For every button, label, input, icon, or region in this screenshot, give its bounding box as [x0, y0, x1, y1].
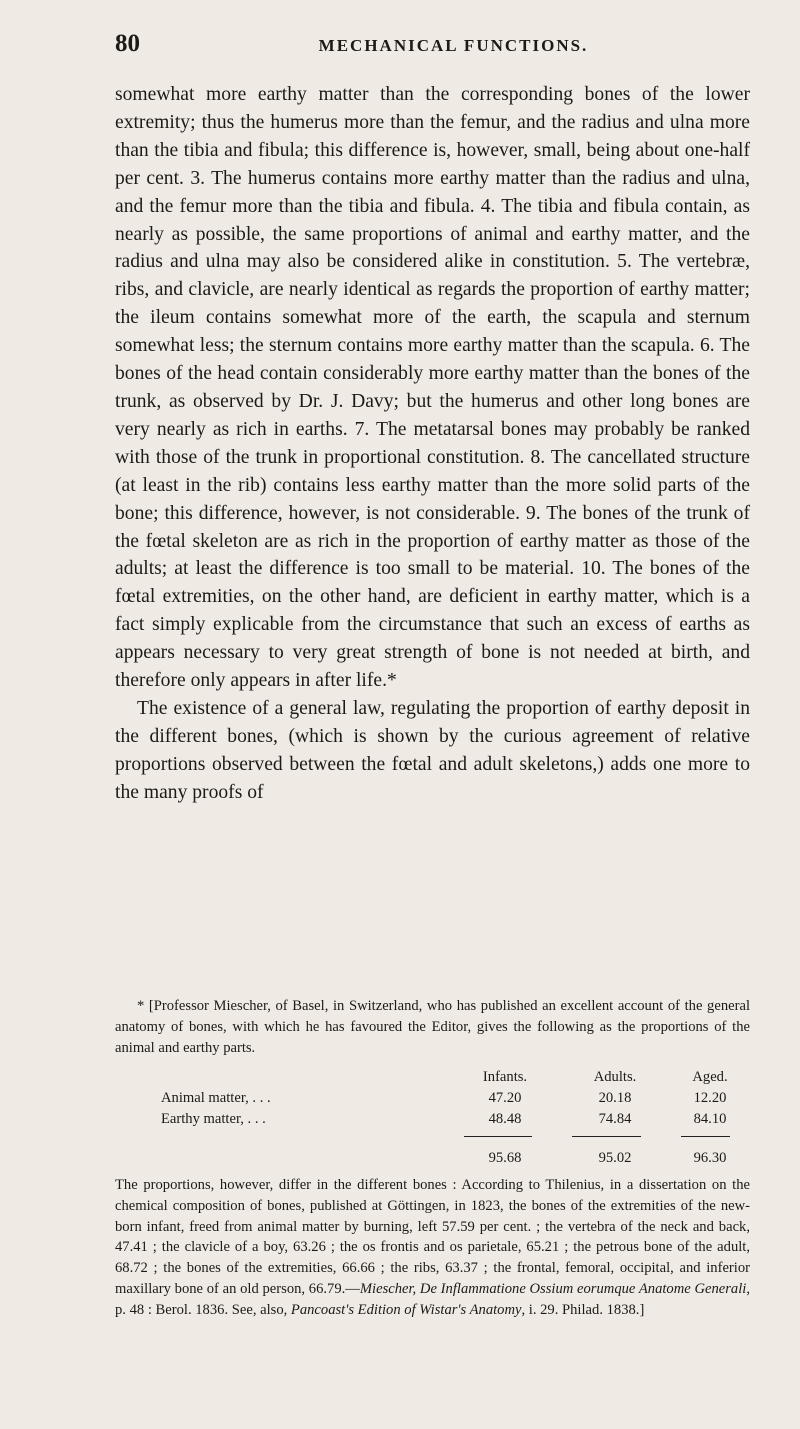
cell-animal-aged: 12.20 [693, 1089, 727, 1106]
footnote [115, 996, 750, 1321]
table-row [115, 1109, 750, 1130]
cell-earthy-aged: 84.10 [693, 1110, 727, 1127]
paragraph-1: somewhat more earthy matter than the corresponding bones of the lower extremity; thus the humerus more than the femur, and the radius and ulna more than the tibia and fibula; this difference is, however, small, being about one-half per cent. 3. The humerus contains more earthy matter than the radius and ulna, and the femur more than the tibia and fibula. 4. The tibia and fibula contain, as nearly as possible, the same proportions of animal and earthy matter, and the radius and ulna may also be considered alike in constitution. 5. The vertebræ, ribs, and clavicle, are nearly identical as regards the proportion of earthy matter; the ileum contains somewhat more of the earth, the scapula and sternum somewhat less; the sternum contains more earthy matter than the scapula. 6. The bones of the head contain considerably more earthy matter than the bones of the trunk, as observed by Dr. J. Davy; but the humerus and other long bones are very nearly as rich in earths. 7. The metatarsal bones may probably be ranked with those of the trunk in proportional constitution. 8. The cancellated structure (at least in the rib) contains less earthy matter than the more solid parts of the bone; this difference, however, is not considerable. 9. The bones of the trunk of the fœtal skeleton are as rich in the proportion of earthy matter as those of the adults; at least the difference is too small to be material. 10. The bones of the fœtal extremities, on the other hand, are deficient in earthy matter, which is a fact simply explicable from the circumstance that such an excess of earths as appears necessary to very great strength of bone is not needed at birth, and therefore only appears in after life.* [115, 84, 750, 692]
footnote-intro: * [Professor Miescher, of Basel, in Switzerland, who has published an excellent account of the general anatomy of bones, with which he has favoured the Editor, gives the following as the proportions of the animal and earthy parts. [115, 998, 750, 1056]
page-number: 80 [115, 30, 140, 57]
running-head: MECHANICAL FUNCTIONS. [318, 36, 589, 55]
table-header-adults: Adults. [593, 1068, 637, 1085]
page-header [115, 30, 732, 58]
cell-animal-infants: 47.20 [488, 1089, 522, 1106]
total-adults: 95.02 [598, 1149, 632, 1166]
footnote-continuation [115, 1175, 750, 1321]
cell-animal-adults: 20.18 [598, 1089, 632, 1106]
footnote-text-b: , p. 48 : Berol. 1836. See, also, [115, 1281, 750, 1319]
proportions-table [115, 1067, 750, 1173]
total-infants: 95.68 [488, 1149, 522, 1166]
row-label-animal: Animal matter, . . . [161, 1089, 271, 1106]
citation-pancoast: Pancoast's Edition of Wistar's Anatomy [290, 1302, 522, 1319]
table-header-aged: Aged. [692, 1068, 728, 1085]
table-totals-row [115, 1144, 750, 1173]
row-label-earthy: Earthy matter, . . . [161, 1110, 266, 1127]
total-aged: 96.30 [693, 1149, 727, 1166]
citation-miescher: Miescher, De Inflammatione Ossium eorumque Anatome Generali [359, 1281, 747, 1298]
paragraph-2: The existence of a general law, regulating the proportion of earthy deposit in the different bones, (which is shown by the curious agreement of relative proportions observed between the fœtal and adult skeletons,) adds one more to the many proofs of [115, 697, 750, 803]
cell-earthy-infants: 48.48 [488, 1110, 522, 1127]
footnote-text-a: The proportions, however, differ in the different bones : According to Thilenius, in a dissertation on the chemical composition of bones, published at Göttingen, in 1823, the bones of the extremities of the new-born infant, freed from animal matter by burning, left 57.59 per cent. ; the vertebra of the neck and back, 47.41 ; the clavicle of a boy, 63.26 ; the os frontis and os parietale, 65.21 ; the petrous bone of the adult, 68.72 ; the bones of the extremities, 66.66 ; the ribs, 63.37 ; the frontal, femoral, occipital, and inferior maxillary bone of an old person, 66.79.— [115, 1176, 750, 1298]
body-text [115, 81, 750, 807]
sum-rule [115, 1130, 750, 1144]
footnote-text-c: , i. 29. Philad. 1838.] [521, 1302, 645, 1319]
table-row [115, 1088, 750, 1109]
table-header-row [115, 1067, 750, 1088]
cell-earthy-adults: 74.84 [598, 1110, 632, 1127]
table-header-infants: Infants. [482, 1068, 528, 1085]
